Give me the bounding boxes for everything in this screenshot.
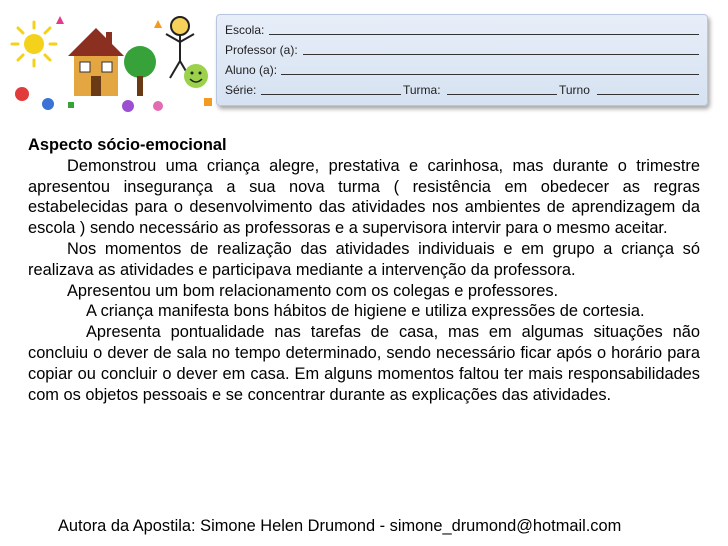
form-line-serie-turma-turno [225,82,699,98]
aluno-label: Aluno (a): [225,63,278,77]
tree-icon [124,46,156,96]
turno-label: Turno [559,83,590,97]
form-line-professor [225,42,699,58]
professor-label: Professor (a): [225,43,298,57]
children-clipart [8,6,214,120]
form-line-escola [225,22,699,38]
paragraph-2: Nos momentos de realização das atividades individuais e em grupo a criança só realizava as atividades e participava mediante a intervenção da professora. [28,239,700,279]
school-info-form [216,14,708,106]
form-line-aluno [225,62,699,78]
paragraph-5: Apresenta pontualidade nas tarefas de casa, mas em algumas situações não concluiu o dever de sala no tempo determinado, sendo necessário ficar após o horário para copiar ou concluir o dever em casa. Em alguns momentos faltou ter mais responsabilidades com os objetos pessoais e se concentrar durante as explicações das atividades. [28,323,700,404]
author-footer: Autora da Apostila: Simone Helen Drumond - simone_drumond@hotmail.com [58,517,622,535]
paragraph-1: Demonstrou uma criança alegre, prestativa e carinhosa, mas durante o trimestre apresentou insegurança a sua nova turma ( resistência em obedecer as regras estabelecidas para o desenvolvimento das atividades nos ambientes de aprendizagem da escola ) sendo necessário as professoras e a supervisora intervir para o mesmo aceitar. [28,156,700,238]
paragraph-4: A criança manifesta bons hábitos de higiene e utiliza expressões de cortesia. [86,302,645,321]
serie-label: Série: [225,83,257,97]
report-content [28,135,700,405]
smiley-icon [184,64,208,88]
turma-label: Turma: [403,83,441,97]
section-heading: Aspecto sócio-emocional [28,136,227,154]
escola-label: Escola: [225,23,265,37]
sun-icon [12,22,56,66]
paragraph-3: Apresentou um bom relacionamento com os colegas e professores. [67,281,559,300]
house-icon [68,28,124,96]
